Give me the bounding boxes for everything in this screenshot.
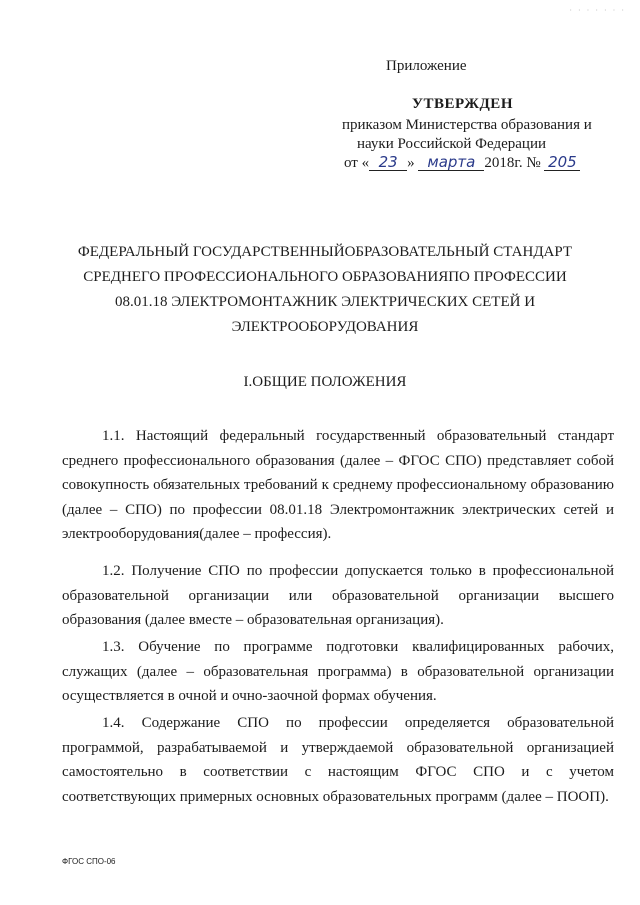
date-year: 2018г. № [484,155,541,171]
paragraph-1-4: 1.4. Содержание СПО по профессии определяется образовательной программой, разрабатываемой и утверждаемой образовательной организацией самостоятельно в соответствии с настоящим ФГОС СПО и с учетом соответствующих примерных основных образовательных программ (далее – ПООП). [62,715,614,805]
date-prefix: от « [344,155,370,171]
document-title [60,240,590,340]
title-line-1: ФЕДЕРАЛЬНЫЙ ГОСУДАРСТВЕННЫЙОБРАЗОВАТЕЛЬНЫЙ СТАНДАРТ [77,244,573,260]
date-day-handwritten: 23 [369,155,407,171]
order-line-1: приказом Министерства образования и [342,117,592,133]
footer-label: ФГОС СПО-06 [62,857,116,866]
section-heading: I.ОБЩИЕ ПОЛОЖЕНИЯ [243,374,407,390]
title-line-3: 08.01.18 ЭЛЕКТРОМОНТАЖНИК ЭЛЕКТРИЧЕСКИХ СЕТЕЙ И [114,294,536,310]
title-line-4: ЭЛЕКТРООБОРУДОВАНИЯ [231,319,419,335]
paragraph-1-2: 1.2. Получение СПО по профессии допускается только в профессиональной образовательной организации или образовательной организации высшего образования (далее вместе – образовательная организация). [62,563,614,628]
paragraph-1-3: 1.3. Обучение по программе подготовки квалифицированных рабочих, служащих (далее – образовательная программа) в образовательной организации осуществляется в очной и очно-заочной формах обучения. [62,639,614,704]
order-date-line [344,155,580,172]
date-mid: » [407,155,415,171]
order-line-2: науки Российской Федерации [357,136,547,152]
title-line-2: СРЕДНЕГО ПРОФЕССИОНАЛЬНОГО ОБРАЗОВАНИЯПО ПРОФЕССИИ [83,269,567,285]
order-number-handwritten: 205 [544,155,580,171]
approved-heading: УТВЕРЖДЕН [412,96,513,112]
paragraph-1-1: 1.1. Настоящий федеральный государственный образовательный стандарт среднего профессионального образования (далее – ФГОС СПО) представляет собой совокупность обязательных требований к среднему профессиональному образованию (далее – СПО) по профессии 08.01.18 Электромонтажник электрических сетей и электрооборудования(далее – профессия). [62,428,614,542]
scan-artifact: · · · · · · · [569,6,626,15]
appendix-label: Приложение [386,58,467,74]
date-month-handwritten: марта [418,155,484,171]
